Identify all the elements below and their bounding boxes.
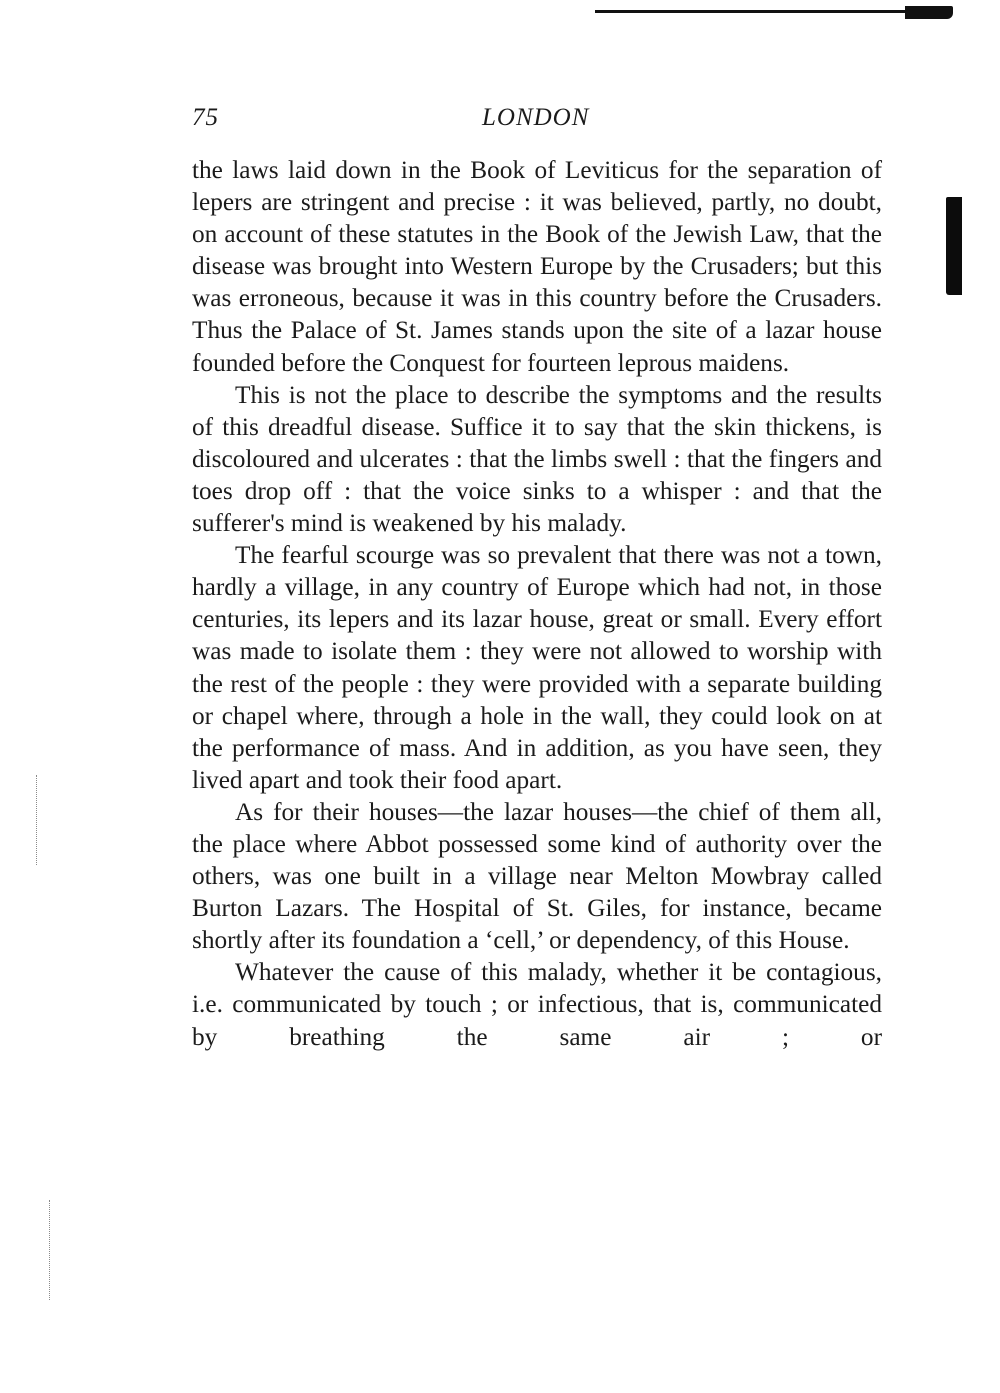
scan-speck-upper (36, 775, 37, 865)
paragraph: As for their houses—the lazar houses—the chief of them all, the place where Abbot possessed some kind of authority over the others, was one built in a village near Melton Mowbray called Burton Lazars. The Hospital of St. Giles, for instance, became shortly after its foundation a ‘cell,’ or dependency, of this House. (192, 797, 882, 955)
body-text (192, 154, 882, 1053)
scan-speck-lower (49, 1200, 50, 1300)
paragraph: This is not the place to describe the symptoms and the results of this dreadful disease. Suffice it to say that the skin thickens, is discoloured and ulcerates : that the limbs swell : that the fingers and toes drop off : that the voice sinks to a whisper : and that the sufferer's mind is weakened by his malady. (192, 380, 882, 538)
paragraph: the laws laid down in the Book of Leviticus for the separation of lepers are stringent and precise : it was believed, partly, no doubt, on account of these statutes in the Book of the Jewish Law, that the disease was brought into Western Europe by the Crusaders; but this was erroneous, because it was in this country before the Crusaders. Thus the Palace of St. James stands upon the site of a lazar house founded before the Conquest for fourteen leprous maidens. (192, 156, 882, 377)
paragraph: The fearful scourge was so prevalent that there was not a town, hardly a village, in any country of Europe which had not, in those centuries, its lepers and its lazar house, great or small. Every effort was made to isolate them : they were not allowed to worship with the rest of the people : they were provided with a separate building or chapel where, through a hole in the wall, they could look on at the performance of mass. And in addition, as you have seen, they lived apart and took their food apart. (192, 541, 882, 794)
page-number: 75 (192, 104, 219, 131)
top-scan-mark (905, 6, 953, 19)
top-scan-rule (595, 10, 935, 13)
page-edge-mark (946, 197, 962, 295)
paragraph: Whatever the cause of this malady, whether it be contagious, i.e. communicated by touch ; or infectious, that is, communicated by breathing the same air ; or (192, 958, 882, 1051)
page-header (192, 100, 882, 140)
running-title: LONDON (482, 104, 590, 131)
